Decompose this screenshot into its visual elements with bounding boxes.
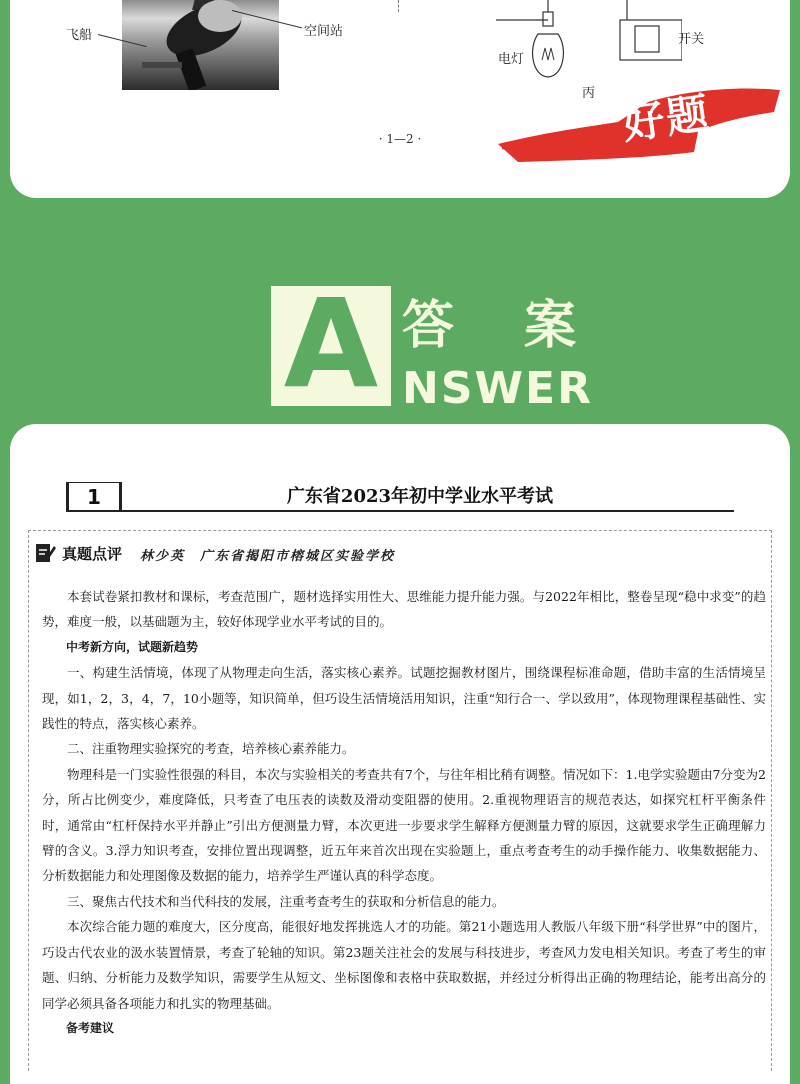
paragraph: 本次综合能力题的难度大，区分度高，能很好地发挥挑选人才的功能。第21小题选用人教版八年级下册“科学世界”中的图片，巧设古代农业的汲水装置情景，考查了轮轴的知识。第23题关注社会的发展与科技进步，考查风力发电相关知识。考查了考生的审题、归纳、分析能力及数学知识，需要学生从短文、坐标图像和表格中获取数据，并经过分析得出正确的物理结论，能考出高分的同学必须具备各项能力和扎实的物理基础。	[42, 919, 766, 1011]
paragraph-heading: 中考新方向，试题新趋势	[66, 639, 199, 654]
label-station: 空间站	[304, 24, 344, 39]
paragraph: 二、注重物理实验探究的考查，培养核心素养能力。	[67, 741, 355, 757]
answer-title-chinese: 答案	[402, 296, 647, 356]
page-number: · 1—2 ·	[378, 132, 422, 146]
review-body	[42, 584, 766, 1041]
paragraph: 三、聚焦古代技术和当代科技的发展，注重考查考生的获取和分析信息的能力。	[67, 893, 505, 909]
paragraph-heading: 备考建议	[66, 1020, 115, 1035]
paragraph: 本套试卷紧扣教材和课标，考查范围广，题材选择实用性大、思维能力提升能力强。与2022年相比，整卷呈现“稳中求变”的趋势，难度一般，以基础题为主，较好体现学业水平考试的目的。	[42, 589, 766, 630]
section-title: 广东省2023年初中学业水平考试	[286, 486, 554, 507]
answer-letter: A	[283, 273, 379, 415]
review-author-school: 林少英 广东省揭阳市榕城区实验学校	[140, 549, 396, 564]
section-number: 1	[66, 482, 122, 511]
section-rule	[66, 510, 734, 512]
label-switch: 开关	[678, 32, 705, 47]
paragraph: 物理科是一门实验性很强的科目，本次与实验相关的考查共有7个，与往年相比稍有调整。情况如下：1.电学实验题由7分变为2分，所占比例变少，难度降低，只考查了电压表的读数及滑动变阻器的使用。2.重视物理语言的规范表达，如探究杠杆平衡条件时，通常由“杠杆保持水平并静止”引出方便测量力臂，本次更进一步要求学生解释方便测量力臂的原因，这就要求学生正确理解力臂的含义。3.浮力知识考查，安排位置出现调整，近五年来首次出现在实验题上，重点考查考生的动手操作能力、收集数据能力、分析数据能力和处理图像及数据的能力，培养学生严谨认真的科学态度。	[42, 766, 766, 884]
label-bing: 丙	[582, 86, 596, 101]
answer-title-english: NSWER	[402, 363, 593, 414]
pencil-note-icon	[36, 542, 56, 564]
column-divider	[398, 0, 399, 12]
label-lamp: 电灯	[498, 52, 525, 67]
circuit-diagram	[492, 0, 682, 80]
review-title: 真题点评	[62, 545, 123, 563]
paragraph: 一、构建生活情境，体现了从物理走向生活，落实核心素养。试题挖掘教材图片，围绕课程标准命题，借助丰富的生活情境呈现，如1，2，3，4，7，10小题等，知识简单，但巧设生活情境活用知识，注重“知行合一、学以致用”，体现物理课程基础性、实践性的特点，落实核心素养。	[42, 665, 766, 732]
label-spacecraft: 飞船	[66, 28, 93, 43]
stamp-label: 好题	[619, 88, 714, 149]
